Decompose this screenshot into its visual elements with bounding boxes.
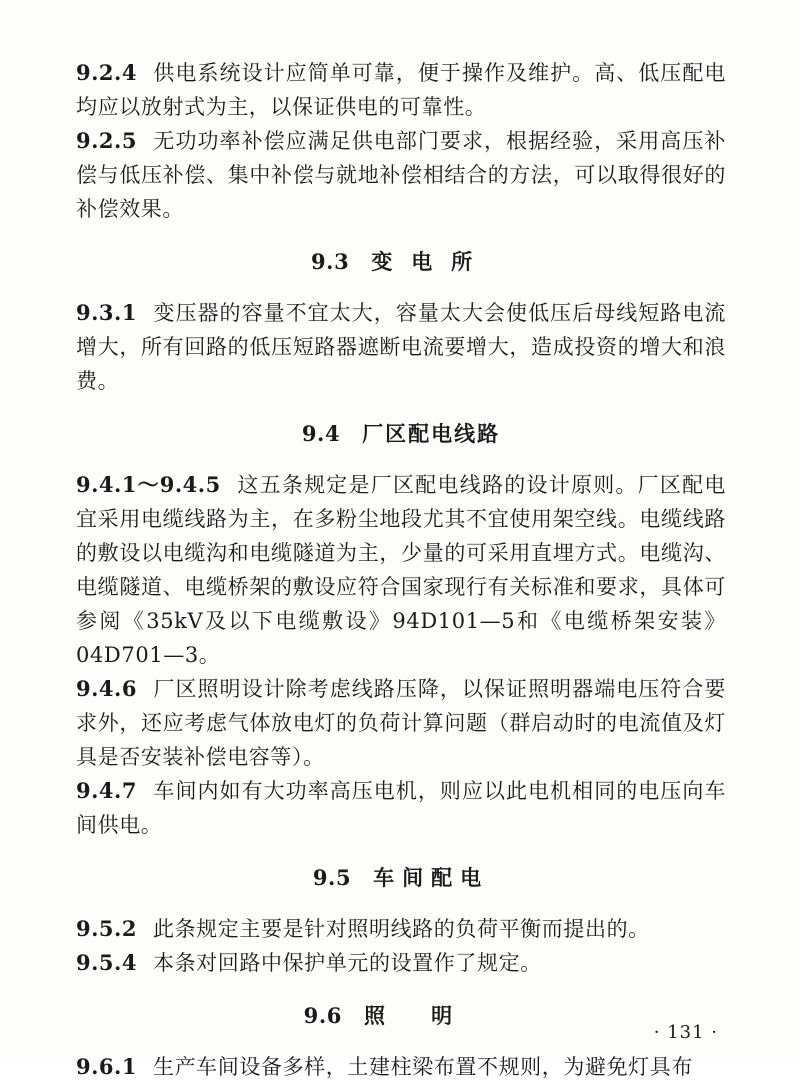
clause-number: 9.2.5: [76, 128, 137, 153]
section-heading-9-3: [76, 244, 726, 280]
section-number: 9.4: [301, 421, 341, 446]
section-title: 车间配电: [373, 865, 490, 890]
clause-number: 9.5.2: [76, 916, 137, 941]
clause-9-5-2: [76, 912, 726, 946]
section-heading-9-6: [76, 998, 726, 1034]
clause-text: 厂区照明设计除考虑线路压降，以保证照明器端电压符合要求外，还应考虑气体放电灯的负荷计算问题（群启动时的电流值及灯具是否安装补偿电容等）。: [76, 677, 726, 769]
section-number: 9.3: [310, 249, 350, 274]
clause-text: 车间内如有大功率高压电机，则应以此电机相同的电压向车间供电。: [76, 779, 726, 837]
clause-9-5-4: [76, 946, 726, 980]
clause-number: 9.3.1: [76, 300, 137, 325]
clause-9-4-6: [76, 672, 726, 774]
section-heading-9-5: [76, 860, 726, 896]
document-body: [76, 56, 726, 1084]
section-number: 9.6: [303, 1003, 342, 1028]
clause-number: 9.4.1～9.4.5: [76, 472, 221, 497]
clause-number: 9.4.6: [76, 676, 137, 701]
clause-9-6-1: [76, 1050, 726, 1084]
clause-9-4-7: [76, 774, 726, 842]
clause-9-2-5: [76, 124, 726, 226]
section-title: 照明: [363, 1003, 499, 1028]
clause-number: 9.4.7: [76, 778, 137, 803]
page-number: · 131 ·: [653, 1022, 718, 1043]
clause-text: 无功功率补偿应满足供电部门要求，根据经验，采用高压补偿与低压补偿、集中补偿与就地补偿相结合的方法，可以取得很好的补偿效果。: [76, 129, 726, 221]
section-heading-9-4: [76, 416, 726, 452]
clause-number: 9.6.1: [76, 1054, 137, 1079]
section-number: 9.5: [312, 865, 352, 890]
clause-text: 这五条规定是厂区配电线路的设计原则。厂区配电宜采用电缆线路为主，在多粉尘地段尤其不宜使用架空线。电缆线路的敷设以电缆沟和电缆隧道为主，少量的可采用直埋方式。电缆沟、电缆隧道、电缆桥架的敷设应符合国家现行有关标准和要求，具体可参阅《35kV及以下电缆敷设》94D101—5和《电缆桥架安装》04D701—3。: [76, 473, 726, 667]
clause-number: 9.5.4: [76, 950, 137, 975]
clause-text: 生产车间设备多样，土建柱梁布置不规则，为避免灯具布: [152, 1055, 693, 1079]
section-title: 变电所: [371, 249, 492, 274]
section-title: 厂区配电线路: [362, 421, 501, 446]
clause-text: 供电系统设计应简单可靠，便于操作及维护。高、低压配电均应以放射式为主，以保证供电的可靠性。: [76, 61, 726, 119]
clause-text: 此条规定主要是针对照明线路的负荷平衡而提出的。: [152, 917, 650, 941]
clause-9-2-4: [76, 56, 726, 124]
clause-number: 9.2.4: [76, 60, 137, 85]
clause-9-3-1: [76, 296, 726, 398]
clause-9-4-1-to-9-4-5: [76, 468, 726, 672]
clause-text: 本条对回路中保护单元的设置作了规定。: [152, 951, 542, 975]
clause-text: 变压器的容量不宜太大，容量太大会使低压后母线短路电流增大，所有回路的低压短路器遮断电流要增大，造成投资的增大和浪费。: [76, 301, 726, 393]
